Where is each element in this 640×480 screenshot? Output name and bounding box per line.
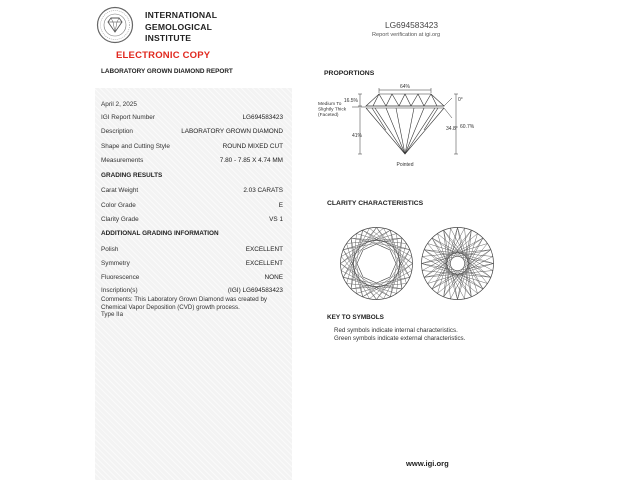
institute-line: INSTITUTE <box>145 33 192 43</box>
pavilion-angle: 34.8° <box>446 126 458 132</box>
comments-text: Comments: This Laboratory Grown Diamond was created by Chemical Vapor Deposition (CVD) growth process. <box>101 296 267 311</box>
field-row <box>101 260 283 267</box>
field-label: Description <box>101 128 133 135</box>
field-value: E <box>278 202 283 209</box>
field-value: NONE <box>264 274 283 281</box>
field-value: 7.80 - 7.85 X 4.74 MM <box>219 157 283 164</box>
field-row <box>101 274 283 281</box>
diamond-pavilion-plot <box>420 226 495 301</box>
diamond-crown-plot <box>339 226 414 301</box>
field-value: 2.03 CARATS <box>243 187 283 194</box>
girdle-line: (Faceted) <box>318 113 339 118</box>
field-value: EXCELLENT <box>245 260 283 267</box>
key-to-symbols-heading: KEY TO SYMBOLS <box>327 314 384 321</box>
field-row <box>101 157 283 164</box>
report-title: LABORATORY GROWN DIAMOND REPORT <box>101 68 233 75</box>
total-depth-pct: 60.7% <box>460 124 475 130</box>
field-row <box>101 216 283 223</box>
field-value: EXCELLENT <box>245 246 283 253</box>
diamond-profile-outline <box>366 94 444 154</box>
pavilion-depth-pct: 41% <box>351 133 362 139</box>
crown-angle: 0° <box>458 97 463 103</box>
symbols-external-note: Green symbols indicate external characteristics. <box>334 335 466 342</box>
field-row <box>101 246 283 253</box>
symbols-internal-note: Red symbols indicate internal characteristics. <box>334 327 458 334</box>
field-label: Color Grade <box>101 202 136 209</box>
report-verification: Report verification at igi.org <box>372 32 441 38</box>
diamond-type: Type IIa <box>101 311 124 319</box>
field-label: Shape and Cutting Style <box>101 143 170 150</box>
field-value: LG694583423 <box>242 114 283 121</box>
field-label: Measurements <box>101 157 144 164</box>
field-label: IGI Report Number <box>101 114 155 121</box>
report-date: April 2, 2025 <box>101 101 137 108</box>
field-label: Fluorescence <box>101 274 140 281</box>
field-row <box>101 187 283 194</box>
field-row <box>101 202 283 209</box>
clarity-heading: CLARITY CHARACTERISTICS <box>327 200 424 207</box>
field-row <box>101 114 283 121</box>
field-label: Inscription(s) <box>101 287 138 294</box>
igi-logo-icon <box>96 6 134 44</box>
website-url: www.igi.org <box>406 459 449 468</box>
field-value: ROUND MIXED CUT <box>222 143 283 150</box>
field-label: Carat Weight <box>101 187 139 194</box>
institute-line: GEMOLOGICAL <box>145 21 213 32</box>
field-row <box>101 128 283 135</box>
crown-height-pct: 16.5% <box>343 98 358 104</box>
field-label: Clarity Grade <box>101 216 139 223</box>
field-value: VS 1 <box>269 216 283 223</box>
institute-name <box>145 10 217 45</box>
field-label: Polish <box>101 246 119 253</box>
proportions-diagram <box>316 84 476 170</box>
table-pct: 64% <box>399 84 411 90</box>
field-row <box>101 287 283 294</box>
girdle-line: Slightly Thick <box>318 107 347 113</box>
grading-results-heading: GRADING RESULTS <box>101 172 163 179</box>
field-value: (IGI) LG694583423 <box>227 287 283 294</box>
report-number-header: LG694583423 <box>385 20 439 30</box>
proportions-heading: PROPORTIONS <box>324 70 375 77</box>
electronic-copy-label: ELECTRONIC COPY <box>116 50 211 61</box>
field-value: LABORATORY GROWN DIAMOND <box>181 128 283 135</box>
field-row <box>101 143 283 150</box>
comments-block <box>101 296 285 319</box>
girdle-line: Medium To <box>318 102 342 107</box>
field-label: Symmetry <box>101 260 130 267</box>
culet: Pointed <box>396 162 414 168</box>
institute-line: INTERNATIONAL <box>145 10 218 20</box>
additional-info-heading: ADDITIONAL GRADING INFORMATION <box>101 230 219 237</box>
